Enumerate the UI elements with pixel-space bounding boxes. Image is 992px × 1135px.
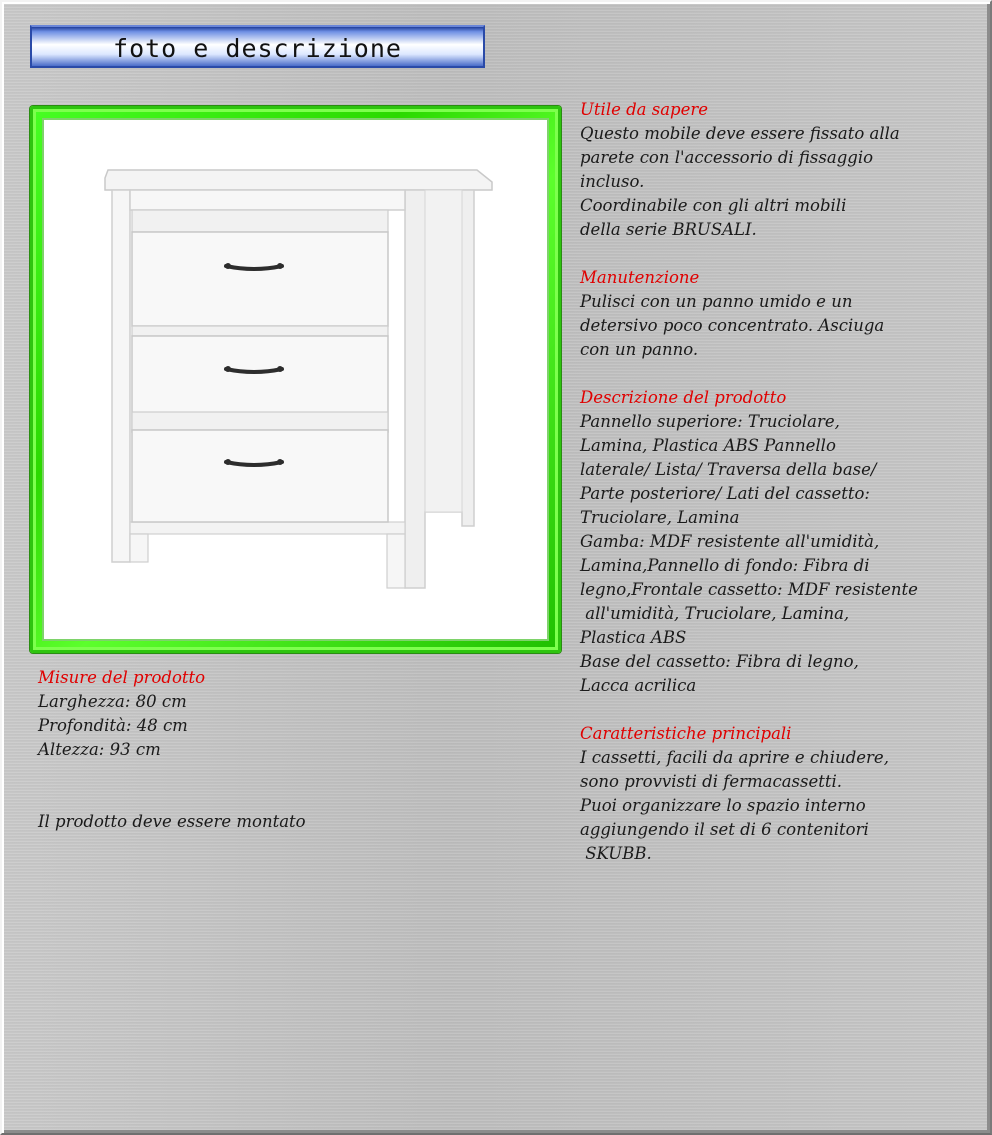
section-line: Pulisci con un panno umido e un xyxy=(580,292,853,311)
section-line: legno,Frontale cassetto: MDF resistente xyxy=(580,580,918,599)
section-heading-useful: Utile da sapere xyxy=(580,100,709,119)
section-line: Lamina, Plastica ABS Pannello xyxy=(580,436,836,455)
section-line: Truciolare, Lamina xyxy=(580,508,740,527)
section-line: all'umidità, Truciolare, Lamina, xyxy=(580,604,850,623)
page-title: foto e descrizione xyxy=(113,34,402,63)
section-line: SKUBB. xyxy=(580,844,652,863)
section-line: Coordinabile con gli altri mobili xyxy=(580,196,847,215)
measure-depth: Profondità: 48 cm xyxy=(38,716,188,735)
section-heading-features: Caratteristiche principali xyxy=(580,724,792,743)
drawer-top xyxy=(132,210,388,326)
section-line: sono provvisti di fermacassetti. xyxy=(580,772,843,791)
description-panel xyxy=(580,98,985,866)
measure-width: Larghezza: 80 cm xyxy=(38,692,187,711)
title-banner xyxy=(30,25,485,68)
section-line: Lacca acrilica xyxy=(580,676,697,695)
section-line: Gamba: MDF resistente all'umidità, xyxy=(580,532,880,551)
section-line: con un panno. xyxy=(580,340,699,359)
section-line: Questo mobile deve essere fissato alla xyxy=(580,124,900,143)
section-line: aggiungendo il set di 6 contenitori xyxy=(580,820,869,839)
section-line: I cassetti, facili da aprire e chiudere, xyxy=(580,748,889,767)
product-photo xyxy=(42,118,549,641)
section-line: Pannello superiore: Truciolare, xyxy=(580,412,840,431)
assembly-note: Il prodotto deve essere montato xyxy=(38,812,306,831)
dresser-illustration xyxy=(44,120,547,639)
section-line: Puoi organizzare lo spazio interno xyxy=(580,796,866,815)
measure-height: Altezza: 93 cm xyxy=(38,740,161,759)
section-line: parete con l'accessorio di fissaggio xyxy=(580,148,874,167)
section-line: laterale/ Lista/ Traversa della base/ xyxy=(580,460,877,479)
measures-panel xyxy=(38,666,558,834)
section-line: Lamina,Pannello di fondo: Fibra di xyxy=(580,556,870,575)
section-line: detersivo poco concentrato. Asciuga xyxy=(580,316,885,335)
measures-heading: Misure del prodotto xyxy=(38,668,206,687)
section-line: Base del cassetto: Fibra di legno, xyxy=(580,652,859,671)
section-line: della serie BRUSALI. xyxy=(580,220,757,239)
section-heading-maintenance: Manutenzione xyxy=(580,268,700,287)
section-line: Parte posteriore/ Lati del cassetto: xyxy=(580,484,870,503)
drawer-bottom xyxy=(132,412,388,522)
section-line: incluso. xyxy=(580,172,645,191)
section-heading-description: Descrizione del prodotto xyxy=(580,388,787,407)
product-photo-frame xyxy=(30,106,561,653)
section-line: Plastica ABS xyxy=(580,628,687,647)
